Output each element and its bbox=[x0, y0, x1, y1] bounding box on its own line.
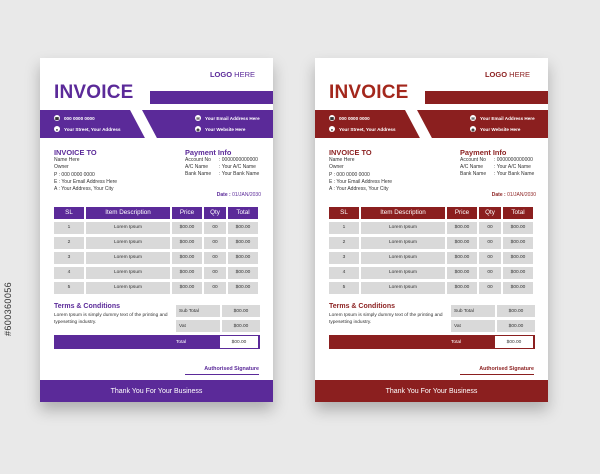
invoice-to-line: P : 000 0000 0000 bbox=[329, 171, 370, 178]
vat-row bbox=[451, 320, 535, 332]
payment-label: Account No bbox=[460, 157, 486, 163]
table-row bbox=[54, 280, 260, 295]
address-item bbox=[54, 126, 121, 132]
table-cell: 00 bbox=[204, 282, 226, 294]
table-cell: 00 bbox=[479, 237, 501, 249]
terms-text: Lorem Ipsum is simply dummy text of the printing and typesetting industry. bbox=[54, 313, 168, 325]
payment-value: : 0000000000000 bbox=[494, 157, 533, 163]
table-cell: 00 bbox=[479, 222, 501, 234]
contact-band bbox=[40, 110, 273, 138]
table-cell: $00.00 bbox=[228, 252, 258, 264]
table-cell: 00 bbox=[479, 282, 501, 294]
payment-label: Bank Name bbox=[185, 171, 212, 178]
vat-label: Vat bbox=[451, 320, 495, 332]
col-header-price: Price bbox=[172, 207, 202, 219]
website-item bbox=[195, 126, 245, 132]
subtotal-row bbox=[176, 305, 260, 317]
table-cell: Lorem Ipsum bbox=[86, 237, 170, 249]
table-cell: 4 bbox=[54, 267, 84, 279]
table-cell: Lorem Ipsum bbox=[361, 222, 445, 234]
subtotal-row bbox=[451, 305, 535, 317]
table-row bbox=[329, 220, 535, 235]
table-cell: Lorem Ipsum bbox=[86, 267, 170, 279]
table-cell: $00.00 bbox=[447, 252, 477, 264]
signature-label: Authorised Signature bbox=[204, 366, 259, 372]
table-cell: $00.00 bbox=[447, 282, 477, 294]
invoice-to-line: Owner bbox=[54, 164, 69, 171]
table-cell: 00 bbox=[204, 237, 226, 249]
col-header-price: Price bbox=[447, 207, 477, 219]
email-icon: ✉ bbox=[196, 115, 200, 121]
total-value: $00.00 bbox=[220, 336, 258, 348]
total-bar bbox=[54, 335, 260, 349]
table-cell: 3 bbox=[54, 252, 84, 264]
table-row bbox=[54, 220, 260, 235]
terms-heading: Terms & Conditions bbox=[329, 303, 395, 310]
email-text: Your Email Address Here bbox=[205, 115, 260, 121]
invoice-to-line: P : 000 0000 0000 bbox=[54, 171, 95, 178]
invoice-to-line: E : Your Email Address Here bbox=[329, 178, 393, 185]
table-cell: $00.00 bbox=[172, 267, 202, 279]
date-label: Date : bbox=[491, 192, 506, 198]
phone-item bbox=[54, 115, 95, 121]
footer-bar bbox=[315, 380, 548, 402]
table-header-row bbox=[329, 205, 535, 220]
invoice-to-line: A : Your Address, Your City bbox=[329, 186, 389, 193]
col-header-description: Item Description bbox=[361, 207, 445, 219]
invoice-to-line: Name Here bbox=[54, 157, 80, 163]
subtotal-value: $00.00 bbox=[222, 305, 260, 317]
table-cell: $00.00 bbox=[172, 237, 202, 249]
payment-label: Bank Name bbox=[460, 171, 487, 178]
vat-label: Vat bbox=[176, 320, 220, 332]
table-cell: Lorem Ipsum bbox=[86, 282, 170, 294]
invoice-date bbox=[217, 192, 261, 198]
subtotal-label: Sub Total bbox=[176, 305, 220, 317]
table-cell: Lorem Ipsum bbox=[361, 252, 445, 264]
payment-info bbox=[185, 157, 259, 179]
phone-text: 000 0000 0000 bbox=[64, 115, 95, 121]
invoice-title: INVOICE bbox=[54, 82, 134, 103]
total-label: Total bbox=[451, 339, 462, 345]
table-cell: $00.00 bbox=[503, 282, 533, 294]
table-cell: 00 bbox=[204, 267, 226, 279]
table-cell: $00.00 bbox=[503, 267, 533, 279]
col-header-total: Total bbox=[228, 207, 258, 219]
logo-bold: LOGO bbox=[484, 70, 508, 79]
location-icon: ● bbox=[55, 126, 59, 132]
items-table bbox=[329, 205, 535, 295]
table-cell: Lorem Ipsum bbox=[361, 237, 445, 249]
table-cell: $00.00 bbox=[503, 252, 533, 264]
invoice-page-red bbox=[315, 58, 548, 402]
footer-bar bbox=[40, 380, 273, 402]
logo-light: HERE bbox=[234, 70, 255, 79]
payment-value: : Your Bank Name bbox=[494, 171, 535, 178]
col-header-sl: SL bbox=[54, 207, 84, 219]
phone-text: 000 0000 0000 bbox=[339, 115, 370, 121]
table-cell: $00.00 bbox=[172, 252, 202, 264]
table-cell: $00.00 bbox=[503, 222, 533, 234]
title-accent-bar bbox=[425, 91, 548, 104]
email-icon: ✉ bbox=[471, 115, 475, 121]
signature-line bbox=[460, 374, 534, 375]
total-value: $00.00 bbox=[495, 336, 533, 348]
table-cell: $00.00 bbox=[447, 267, 477, 279]
table-row bbox=[329, 250, 535, 265]
invoice-title: INVOICE bbox=[329, 82, 409, 103]
email-item bbox=[195, 115, 260, 121]
phone-item bbox=[329, 115, 370, 121]
stock-id: #600360056 bbox=[3, 281, 13, 336]
payment-value: : Your A/C Name bbox=[494, 164, 531, 171]
logo-bold: LOGO bbox=[209, 70, 233, 79]
table-cell: 2 bbox=[329, 237, 359, 249]
table-cell: $00.00 bbox=[228, 237, 258, 249]
table-row bbox=[54, 235, 260, 250]
table-cell: 00 bbox=[204, 252, 226, 264]
subtotal-value: $00.00 bbox=[497, 305, 535, 317]
table-cell: $00.00 bbox=[503, 237, 533, 249]
website-item bbox=[470, 126, 520, 132]
table-cell: 4 bbox=[329, 267, 359, 279]
table-cell: $00.00 bbox=[447, 237, 477, 249]
table-row bbox=[54, 250, 260, 265]
date-label: Date : bbox=[216, 192, 231, 198]
subtotal-label: Sub Total bbox=[451, 305, 495, 317]
col-header-description: Item Description bbox=[86, 207, 170, 219]
table-cell: 00 bbox=[479, 252, 501, 264]
table-cell: $00.00 bbox=[228, 267, 258, 279]
invoice-to-line: Name Here bbox=[329, 157, 355, 163]
invoice-to-heading: INVOICE TO bbox=[329, 148, 372, 157]
logo-light: HERE bbox=[509, 70, 530, 79]
phone-icon: ☎ bbox=[329, 115, 335, 121]
total-bar bbox=[329, 335, 535, 349]
table-header-row bbox=[54, 205, 260, 220]
terms-heading: Terms & Conditions bbox=[54, 303, 120, 310]
address-text: Your Street, Your Address bbox=[339, 126, 396, 132]
invoice-to-lines bbox=[54, 157, 117, 193]
invoice-to-lines bbox=[329, 157, 392, 193]
invoice-to-line: E : Your Email Address Here bbox=[54, 178, 118, 185]
website-text: Your Website Here bbox=[480, 126, 521, 132]
table-cell: 5 bbox=[54, 282, 84, 294]
payment-info bbox=[460, 157, 534, 179]
total-label: Total bbox=[176, 339, 187, 345]
email-item bbox=[470, 115, 535, 121]
globe-icon: ◉ bbox=[196, 126, 200, 132]
address-item bbox=[329, 126, 396, 132]
footer-text: Thank You For Your Business bbox=[385, 387, 478, 395]
payment-value: : Your Bank Name bbox=[219, 171, 260, 178]
table-cell: $00.00 bbox=[447, 222, 477, 234]
payment-value: : Your A/C Name bbox=[219, 164, 256, 171]
table-row bbox=[329, 265, 535, 280]
date-value: 01/JAN/2030 bbox=[507, 192, 536, 198]
logo bbox=[210, 70, 255, 79]
table-cell: 00 bbox=[204, 222, 226, 234]
table-cell: Lorem Ipsum bbox=[86, 252, 170, 264]
items-table bbox=[54, 205, 260, 295]
invoice-date bbox=[492, 192, 536, 198]
table-row bbox=[329, 235, 535, 250]
payment-label: A/C Name bbox=[185, 164, 209, 171]
table-cell: $00.00 bbox=[228, 222, 258, 234]
table-cell: 00 bbox=[479, 267, 501, 279]
payment-value: : 0000000000000 bbox=[219, 157, 258, 163]
payment-heading: Payment Info bbox=[185, 148, 232, 157]
vat-row bbox=[176, 320, 260, 332]
col-header-sl: SL bbox=[329, 207, 359, 219]
table-cell: Lorem Ipsum bbox=[86, 222, 170, 234]
table-cell: Lorem Ipsum bbox=[361, 282, 445, 294]
contact-band bbox=[315, 110, 548, 138]
table-cell: $00.00 bbox=[172, 282, 202, 294]
col-header-qty: Qty bbox=[204, 207, 226, 219]
table-cell: 2 bbox=[54, 237, 84, 249]
table-row bbox=[54, 265, 260, 280]
payment-heading: Payment Info bbox=[460, 148, 507, 157]
invoice-to-line: Owner bbox=[329, 164, 344, 171]
payment-label: A/C Name bbox=[460, 164, 484, 171]
table-cell: 1 bbox=[54, 222, 84, 234]
website-text: Your Website Here bbox=[205, 126, 246, 132]
table-cell: $00.00 bbox=[172, 222, 202, 234]
table-cell: $00.00 bbox=[228, 282, 258, 294]
col-header-total: Total bbox=[503, 207, 533, 219]
col-header-qty: Qty bbox=[479, 207, 501, 219]
invoice-page-purple bbox=[40, 58, 273, 402]
title-accent-bar bbox=[150, 91, 273, 104]
phone-icon: ☎ bbox=[54, 115, 60, 121]
table-row bbox=[329, 280, 535, 295]
table-cell: 3 bbox=[329, 252, 359, 264]
vat-value: $00.00 bbox=[222, 320, 260, 332]
payment-label: Account No bbox=[185, 157, 211, 163]
email-text: Your Email Address Here bbox=[480, 115, 535, 121]
footer-text: Thank You For Your Business bbox=[110, 387, 203, 395]
invoice-to-heading: INVOICE TO bbox=[54, 148, 97, 157]
table-cell: 1 bbox=[329, 222, 359, 234]
table-cell: 5 bbox=[329, 282, 359, 294]
address-text: Your Street, Your Address bbox=[64, 126, 121, 132]
terms-text: Lorem Ipsum is simply dummy text of the printing and typesetting industry. bbox=[329, 313, 443, 325]
vat-value: $00.00 bbox=[497, 320, 535, 332]
invoice-to-line: A : Your Address, Your City bbox=[54, 186, 114, 193]
logo bbox=[485, 70, 530, 79]
location-icon: ● bbox=[330, 126, 334, 132]
signature-label: Authorised Signature bbox=[479, 366, 534, 372]
signature-line bbox=[185, 374, 259, 375]
globe-icon: ◉ bbox=[471, 126, 475, 132]
table-cell: Lorem Ipsum bbox=[361, 267, 445, 279]
date-value: 01/JAN/2030 bbox=[232, 192, 261, 198]
